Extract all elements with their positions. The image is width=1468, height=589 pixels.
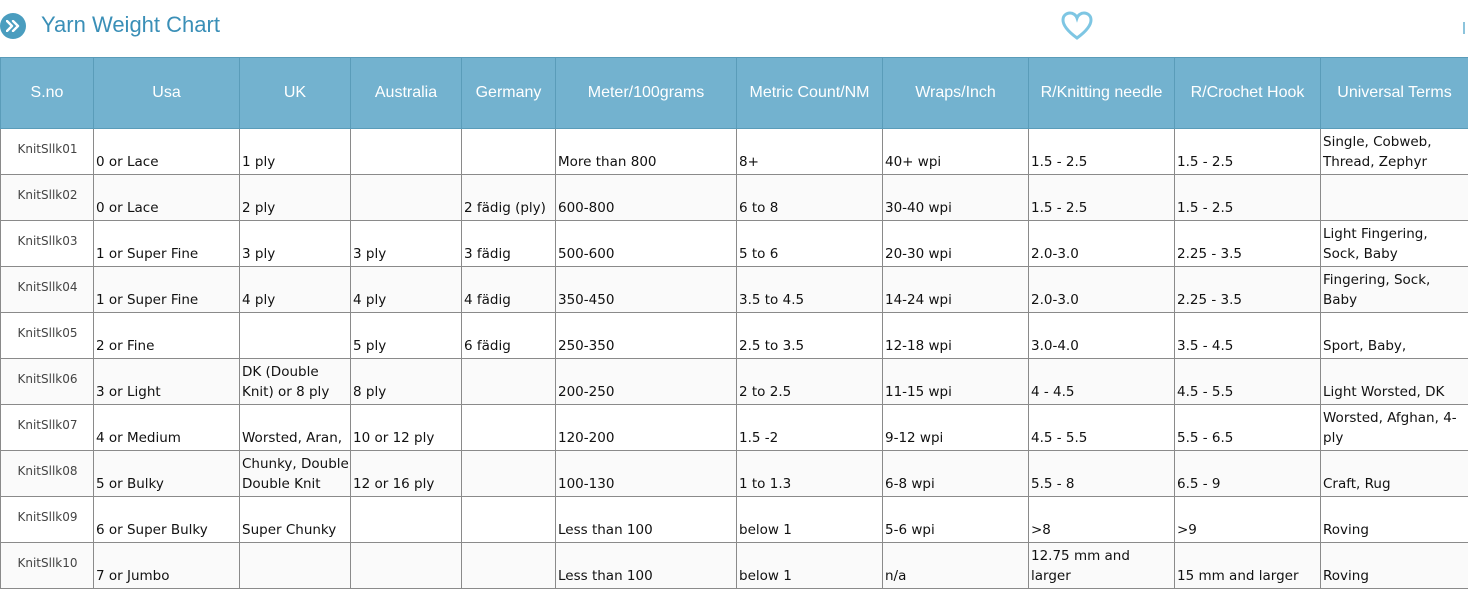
table-cell: Roving bbox=[1321, 543, 1468, 589]
table-cell: 100-130 bbox=[556, 451, 737, 497]
table-cell bbox=[351, 543, 462, 589]
table-cell: 2.25 - 3.5 bbox=[1175, 221, 1321, 267]
table-cell: 2.5 to 3.5 bbox=[737, 313, 883, 359]
table-cell: 6 fädig bbox=[462, 313, 556, 359]
table-cell: 5 ply bbox=[351, 313, 462, 359]
table-cell bbox=[462, 543, 556, 589]
column-header: Metric Count/NM bbox=[737, 58, 883, 129]
table-cell: 6.5 - 9 bbox=[1175, 451, 1321, 497]
table-row bbox=[1, 313, 1468, 359]
table-cell: 3.5 - 4.5 bbox=[1175, 313, 1321, 359]
table-row bbox=[1, 267, 1468, 313]
serial-number-cell: KnitSllk10 bbox=[1, 543, 94, 589]
column-header: UK bbox=[240, 58, 351, 129]
table-cell: 6 to 8 bbox=[737, 175, 883, 221]
table-cell: 5 or Bulky bbox=[94, 451, 240, 497]
table-cell: 30-40 wpi bbox=[883, 175, 1029, 221]
column-header: Usa bbox=[94, 58, 240, 129]
table-cell: 4.5 - 5.5 bbox=[1029, 405, 1175, 451]
table-cell: Light Fingering, Sock, Baby bbox=[1321, 221, 1468, 267]
table-cell: Single, Cobweb, Thread, Zephyr bbox=[1321, 129, 1468, 175]
table-cell bbox=[462, 405, 556, 451]
table-cell: below 1 bbox=[737, 543, 883, 589]
table-cell: Worsted, Afghan, 4-ply bbox=[1321, 405, 1468, 451]
table-cell: 350-450 bbox=[556, 267, 737, 313]
table-cell: 9-12 wpi bbox=[883, 405, 1029, 451]
table-cell: 2 or Fine bbox=[94, 313, 240, 359]
table-cell: 5.5 - 6.5 bbox=[1175, 405, 1321, 451]
table-cell: below 1 bbox=[737, 497, 883, 543]
table-cell: 8+ bbox=[737, 129, 883, 175]
table-cell: 3.0-4.0 bbox=[1029, 313, 1175, 359]
table-cell bbox=[462, 359, 556, 405]
table-cell: 2.0-3.0 bbox=[1029, 221, 1175, 267]
table-cell: More than 800 bbox=[556, 129, 737, 175]
table-cell: 1 ply bbox=[240, 129, 351, 175]
table-cell: 2 to 2.5 bbox=[737, 359, 883, 405]
table-cell: Light Worsted, DK bbox=[1321, 359, 1468, 405]
table-cell: 40+ wpi bbox=[883, 129, 1029, 175]
serial-number-cell: KnitSllk03 bbox=[1, 221, 94, 267]
table-cell: 1.5 - 2.5 bbox=[1175, 129, 1321, 175]
table-row bbox=[1, 221, 1468, 267]
table-cell bbox=[351, 497, 462, 543]
table-cell: 3 ply bbox=[240, 221, 351, 267]
table-cell: n/a bbox=[883, 543, 1029, 589]
table-row bbox=[1, 543, 1468, 589]
table-cell: 5 to 6 bbox=[737, 221, 883, 267]
table-cell: Less than 100 bbox=[556, 497, 737, 543]
table-cell: 4 - 4.5 bbox=[1029, 359, 1175, 405]
table-cell: 120-200 bbox=[556, 405, 737, 451]
table-cell: 2 ply bbox=[240, 175, 351, 221]
table-cell: 1 or Super Fine bbox=[94, 221, 240, 267]
table-cell: DK (Double Knit) or 8 ply bbox=[240, 359, 351, 405]
table-cell: 2.25 - 3.5 bbox=[1175, 267, 1321, 313]
serial-number-cell: KnitSllk02 bbox=[1, 175, 94, 221]
serial-number-cell: KnitSllk06 bbox=[1, 359, 94, 405]
table-cell: Roving bbox=[1321, 497, 1468, 543]
table-cell: 0 or Lace bbox=[94, 175, 240, 221]
heart-outline-icon[interactable] bbox=[1060, 10, 1094, 42]
table-cell: 10 or 12 ply bbox=[351, 405, 462, 451]
table-cell: 11-15 wpi bbox=[883, 359, 1029, 405]
table-cell: 6 or Super Bulky bbox=[94, 497, 240, 543]
column-header: Wraps/Inch bbox=[883, 58, 1029, 129]
table-cell bbox=[351, 129, 462, 175]
serial-number-cell: KnitSllk04 bbox=[1, 267, 94, 313]
table-cell: 4 ply bbox=[240, 267, 351, 313]
table-cell: 3 or Light bbox=[94, 359, 240, 405]
table-cell: 0 or Lace bbox=[94, 129, 240, 175]
table-cell: 7 or Jumbo bbox=[94, 543, 240, 589]
table-cell bbox=[462, 451, 556, 497]
yarn-weight-table bbox=[0, 57, 1468, 589]
table-cell: Super Chunky bbox=[240, 497, 351, 543]
table-cell: 8 ply bbox=[351, 359, 462, 405]
table-cell: 14-24 wpi bbox=[883, 267, 1029, 313]
table-cell: 3 fädig bbox=[462, 221, 556, 267]
column-header: Australia bbox=[351, 58, 462, 129]
double-chevron-right-icon[interactable] bbox=[0, 13, 26, 39]
table-cell: Sport, Baby, bbox=[1321, 313, 1468, 359]
serial-number-cell: KnitSllk07 bbox=[1, 405, 94, 451]
table-cell: 1 to 1.3 bbox=[737, 451, 883, 497]
table-row bbox=[1, 129, 1468, 175]
table-cell: Worsted, Aran, bbox=[240, 405, 351, 451]
table-cell: 4 or Medium bbox=[94, 405, 240, 451]
table-row bbox=[1, 497, 1468, 543]
table-cell: 500-600 bbox=[556, 221, 737, 267]
table-cell: 12 or 16 ply bbox=[351, 451, 462, 497]
table-cell: 600-800 bbox=[556, 175, 737, 221]
table-cell: 6-8 wpi bbox=[883, 451, 1029, 497]
column-header: R/Knitting needle bbox=[1029, 58, 1175, 129]
table-cell bbox=[240, 313, 351, 359]
table-cell: 250-350 bbox=[556, 313, 737, 359]
table-cell: >8 bbox=[1029, 497, 1175, 543]
table-cell: 20-30 wpi bbox=[883, 221, 1029, 267]
table-cell: >9 bbox=[1175, 497, 1321, 543]
table-cell: 15 mm and larger bbox=[1175, 543, 1321, 589]
column-header: R/Crochet Hook bbox=[1175, 58, 1321, 129]
column-header: Universal Terms bbox=[1321, 58, 1468, 129]
table-row bbox=[1, 451, 1468, 497]
table-cell: 2 fädig (ply) bbox=[462, 175, 556, 221]
serial-number-cell: KnitSllk01 bbox=[1, 129, 94, 175]
table-cell: 200-250 bbox=[556, 359, 737, 405]
table-cell: Less than 100 bbox=[556, 543, 737, 589]
table-cell bbox=[462, 129, 556, 175]
serial-number-cell: KnitSllk05 bbox=[1, 313, 94, 359]
table-cell bbox=[1321, 175, 1468, 221]
table-cell: 3 ply bbox=[351, 221, 462, 267]
table-row bbox=[1, 405, 1468, 451]
table-cell: 12.75 mm and larger bbox=[1029, 543, 1175, 589]
table-cell: 5.5 - 8 bbox=[1029, 451, 1175, 497]
table-row bbox=[1, 175, 1468, 221]
table-cell: 1.5 - 2.5 bbox=[1029, 129, 1175, 175]
table-cell bbox=[240, 543, 351, 589]
column-header: Meter/100grams bbox=[556, 58, 737, 129]
table-cell: Fingering, Sock, Baby bbox=[1321, 267, 1468, 313]
table-cell: 5-6 wpi bbox=[883, 497, 1029, 543]
column-header: S.no bbox=[1, 58, 94, 129]
table-cell: 4 ply bbox=[351, 267, 462, 313]
table-cell: 1.5 -2 bbox=[737, 405, 883, 451]
table-cell: 4 fädig bbox=[462, 267, 556, 313]
edge-marker bbox=[1463, 22, 1465, 34]
table-cell: 1.5 - 2.5 bbox=[1029, 175, 1175, 221]
column-header: Germany bbox=[462, 58, 556, 129]
table-cell: 1 or Super Fine bbox=[94, 267, 240, 313]
table-cell: 12-18 wpi bbox=[883, 313, 1029, 359]
table-cell: Craft, Rug bbox=[1321, 451, 1468, 497]
serial-number-cell: KnitSllk09 bbox=[1, 497, 94, 543]
table-cell bbox=[351, 175, 462, 221]
table-header-row bbox=[1, 58, 1468, 129]
page-header bbox=[0, 0, 1468, 56]
serial-number-cell: KnitSllk08 bbox=[1, 451, 94, 497]
table-cell: 2.0-3.0 bbox=[1029, 267, 1175, 313]
table-cell: Chunky, Double Double Knit bbox=[240, 451, 351, 497]
table-cell bbox=[462, 497, 556, 543]
page-title: Yarn Weight Chart bbox=[41, 12, 220, 38]
table-cell: 1.5 - 2.5 bbox=[1175, 175, 1321, 221]
table-row bbox=[1, 359, 1468, 405]
table-cell: 3.5 to 4.5 bbox=[737, 267, 883, 313]
table-cell: 4.5 - 5.5 bbox=[1175, 359, 1321, 405]
